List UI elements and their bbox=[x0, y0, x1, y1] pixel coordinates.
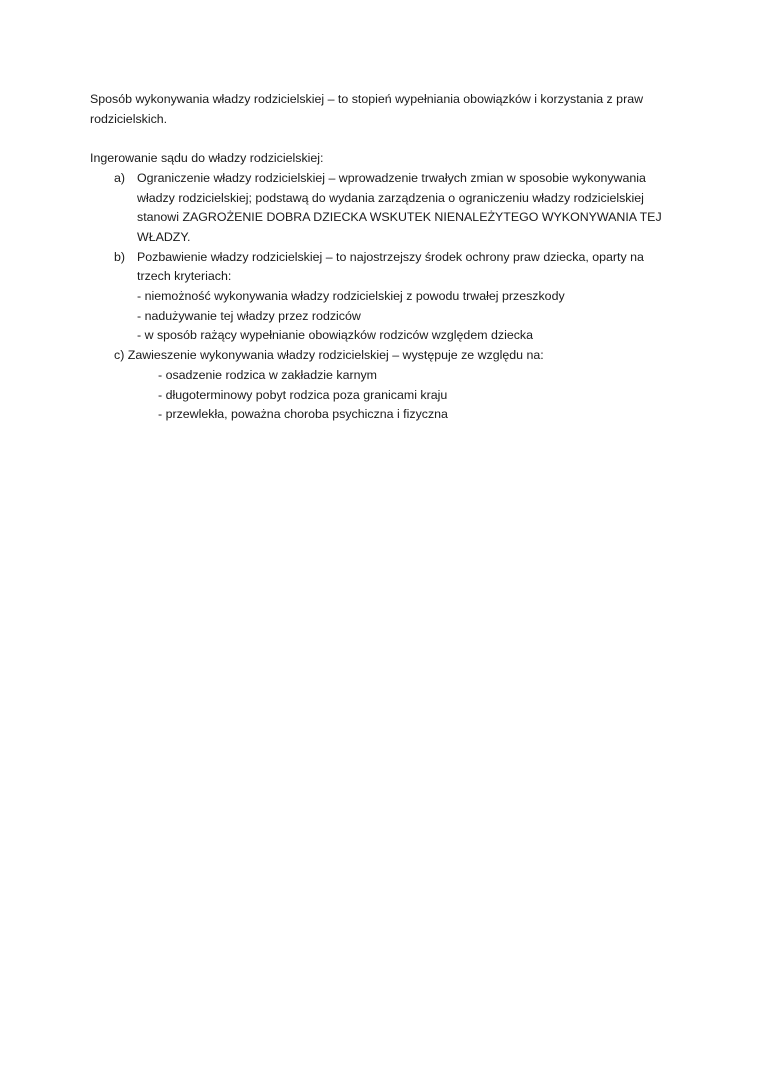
list-item-a bbox=[90, 169, 680, 248]
intro-paragraph: Sposób wykonywania władzy rodzicielskiej – to stopień wypełniania obowiązków i korzystania z praw rodzicielskich. bbox=[90, 92, 644, 126]
reason-item: - długoterminowy pobyt rodzica poza granicami kraju bbox=[158, 387, 448, 402]
list-item-b-text: Pozbawienie władzy rodzicielskiej – to najostrzejszy środek ochrony praw dziecka, oparty na trzech kryteriach: bbox=[137, 249, 644, 284]
paragraph-spacer bbox=[90, 129, 680, 149]
reason-item: - przewlekła, poważna choroba psychiczna i fizyczna bbox=[158, 407, 448, 422]
list-item-c-text: c) Zawieszenie wykonywania władzy rodzicielskiej – występuje ze względu na: bbox=[114, 348, 544, 363]
list-marker-a: a) bbox=[114, 170, 126, 185]
intervention-list bbox=[90, 169, 680, 346]
criterion-item: - nadużywanie tej władzy przez rodziców bbox=[137, 308, 361, 323]
list-item-c bbox=[90, 346, 680, 425]
section-heading: Ingerowanie sądu do władzy rodzicielskiej: bbox=[90, 151, 324, 166]
criterion-item: - w sposób rażący wypełnianie obowiązków rodziców względem dziecka bbox=[137, 328, 533, 343]
document-body bbox=[90, 90, 680, 425]
criterion-item: - niemożność wykonywania władzy rodzicielskiej z powodu trwałej przeszkody bbox=[137, 289, 565, 304]
list-marker-b: b) bbox=[114, 249, 126, 264]
reason-item: - osadzenie rodzica w zakładzie karnym bbox=[158, 367, 377, 382]
list-item-a-text: Ograniczenie władzy rodzicielskiej – wprowadzenie trwałych zmian w sposobie wykonywania władzy rodzicielskiej; podstawą do wydania zarządzenia o ograniczeniu władzy rodzicielskiej stanowi ZAGROŻENIE DOBRA DZIECKA WSKUTEK NIENALEŻYTEGO WYKONYWANIA TEJ WŁADZY. bbox=[137, 170, 662, 244]
list-item-b bbox=[90, 248, 680, 347]
